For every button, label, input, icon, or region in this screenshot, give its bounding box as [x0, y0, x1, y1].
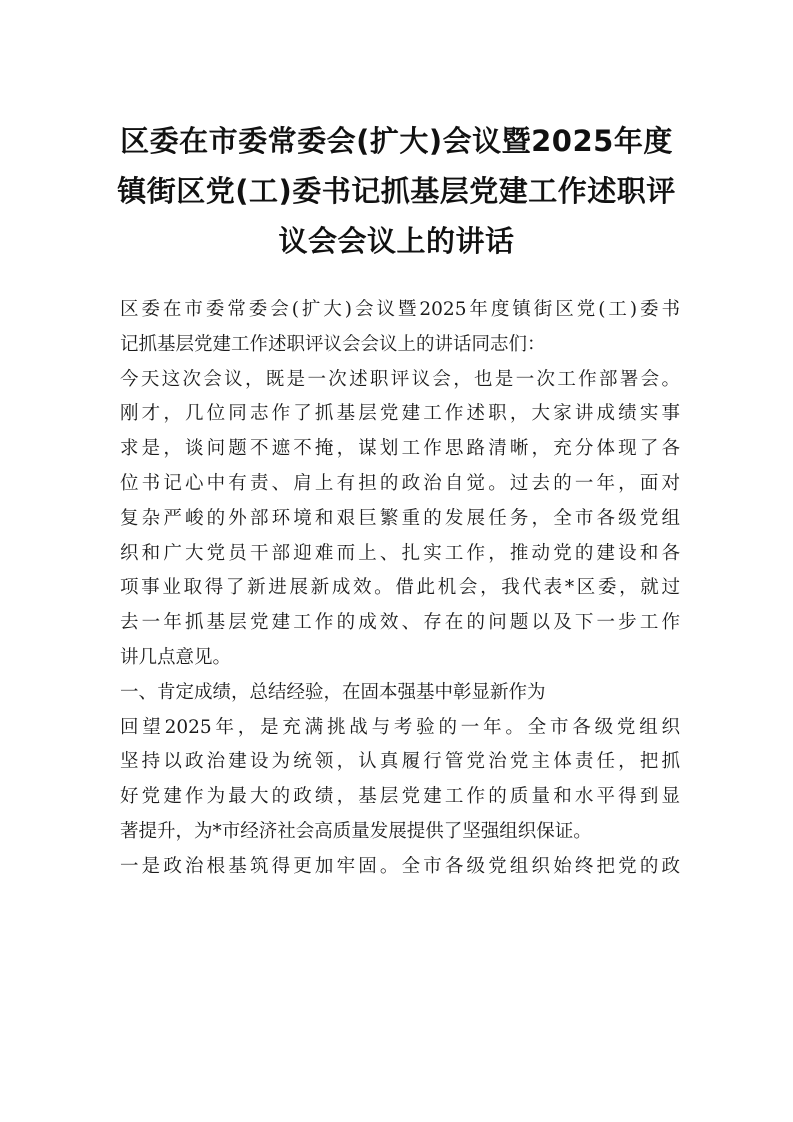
title-line: 区委在市委常委会(扩大)会议暨2025年度 [120, 124, 673, 158]
body-line: 求是，谈问题不遮不掩，谋划工作思路清晰，充分体现了各 [120, 438, 680, 460]
title-line: 议会会议上的讲话 [278, 224, 515, 258]
section-heading: 一、肯定成绩，总结经验，在固本强基中彰显新作为 [120, 681, 546, 703]
body-line: 一是政治根基筑得更加牢固。全市各级党组织始终把党的政 [120, 855, 680, 877]
document-body [120, 293, 680, 885]
body-line: 今天这次会议，既是一次述职评议会，也是一次工作部署会。 [120, 368, 680, 390]
title-line: 镇街区党(工)委书记抓基层党建工作述职评 [117, 174, 676, 208]
body-line: 好党建作为最大的政绩，基层党建工作的质量和水平得到显 [120, 786, 680, 808]
document-title [100, 116, 693, 266]
body-line: 刚才，几位同志作了抓基层党建工作述职，大家讲成绩实事 [120, 403, 680, 425]
body-line: 坚持以政治建设为统领，认真履行管党治党主体责任，把抓 [120, 751, 680, 773]
body-line: 位书记心中有责、肩上有担的政治自觉。过去的一年，面对 [120, 472, 680, 494]
body-line: 织和广大党员干部迎难而上、扎实工作，推动党的建设和各 [120, 542, 680, 564]
body-line: 复杂严峻的外部环境和艰巨繁重的发展任务，全市各级党组 [120, 507, 680, 529]
body-line: 区委在市委常委会(扩大)会议暨2025年度镇街区党(工)委书 [120, 299, 680, 320]
body-line: 去一年抓基层党建工作的成效、存在的问题以及下一步工作 [120, 612, 680, 634]
body-line: 项事业取得了新进展新成效。借此机会，我代表*区委，就过 [120, 577, 680, 599]
body-line: 讲几点意见。 [120, 646, 232, 668]
body-line: 回望2025年，是充满挑战与考验的一年。全市各级党组织 [120, 716, 680, 738]
body-line: 记抓基层党建工作述职评议会会议上的讲话同志们： [120, 333, 546, 355]
body-line: 著提升，为*市经济社会高质量发展提供了坚强组织保证。 [120, 820, 592, 842]
